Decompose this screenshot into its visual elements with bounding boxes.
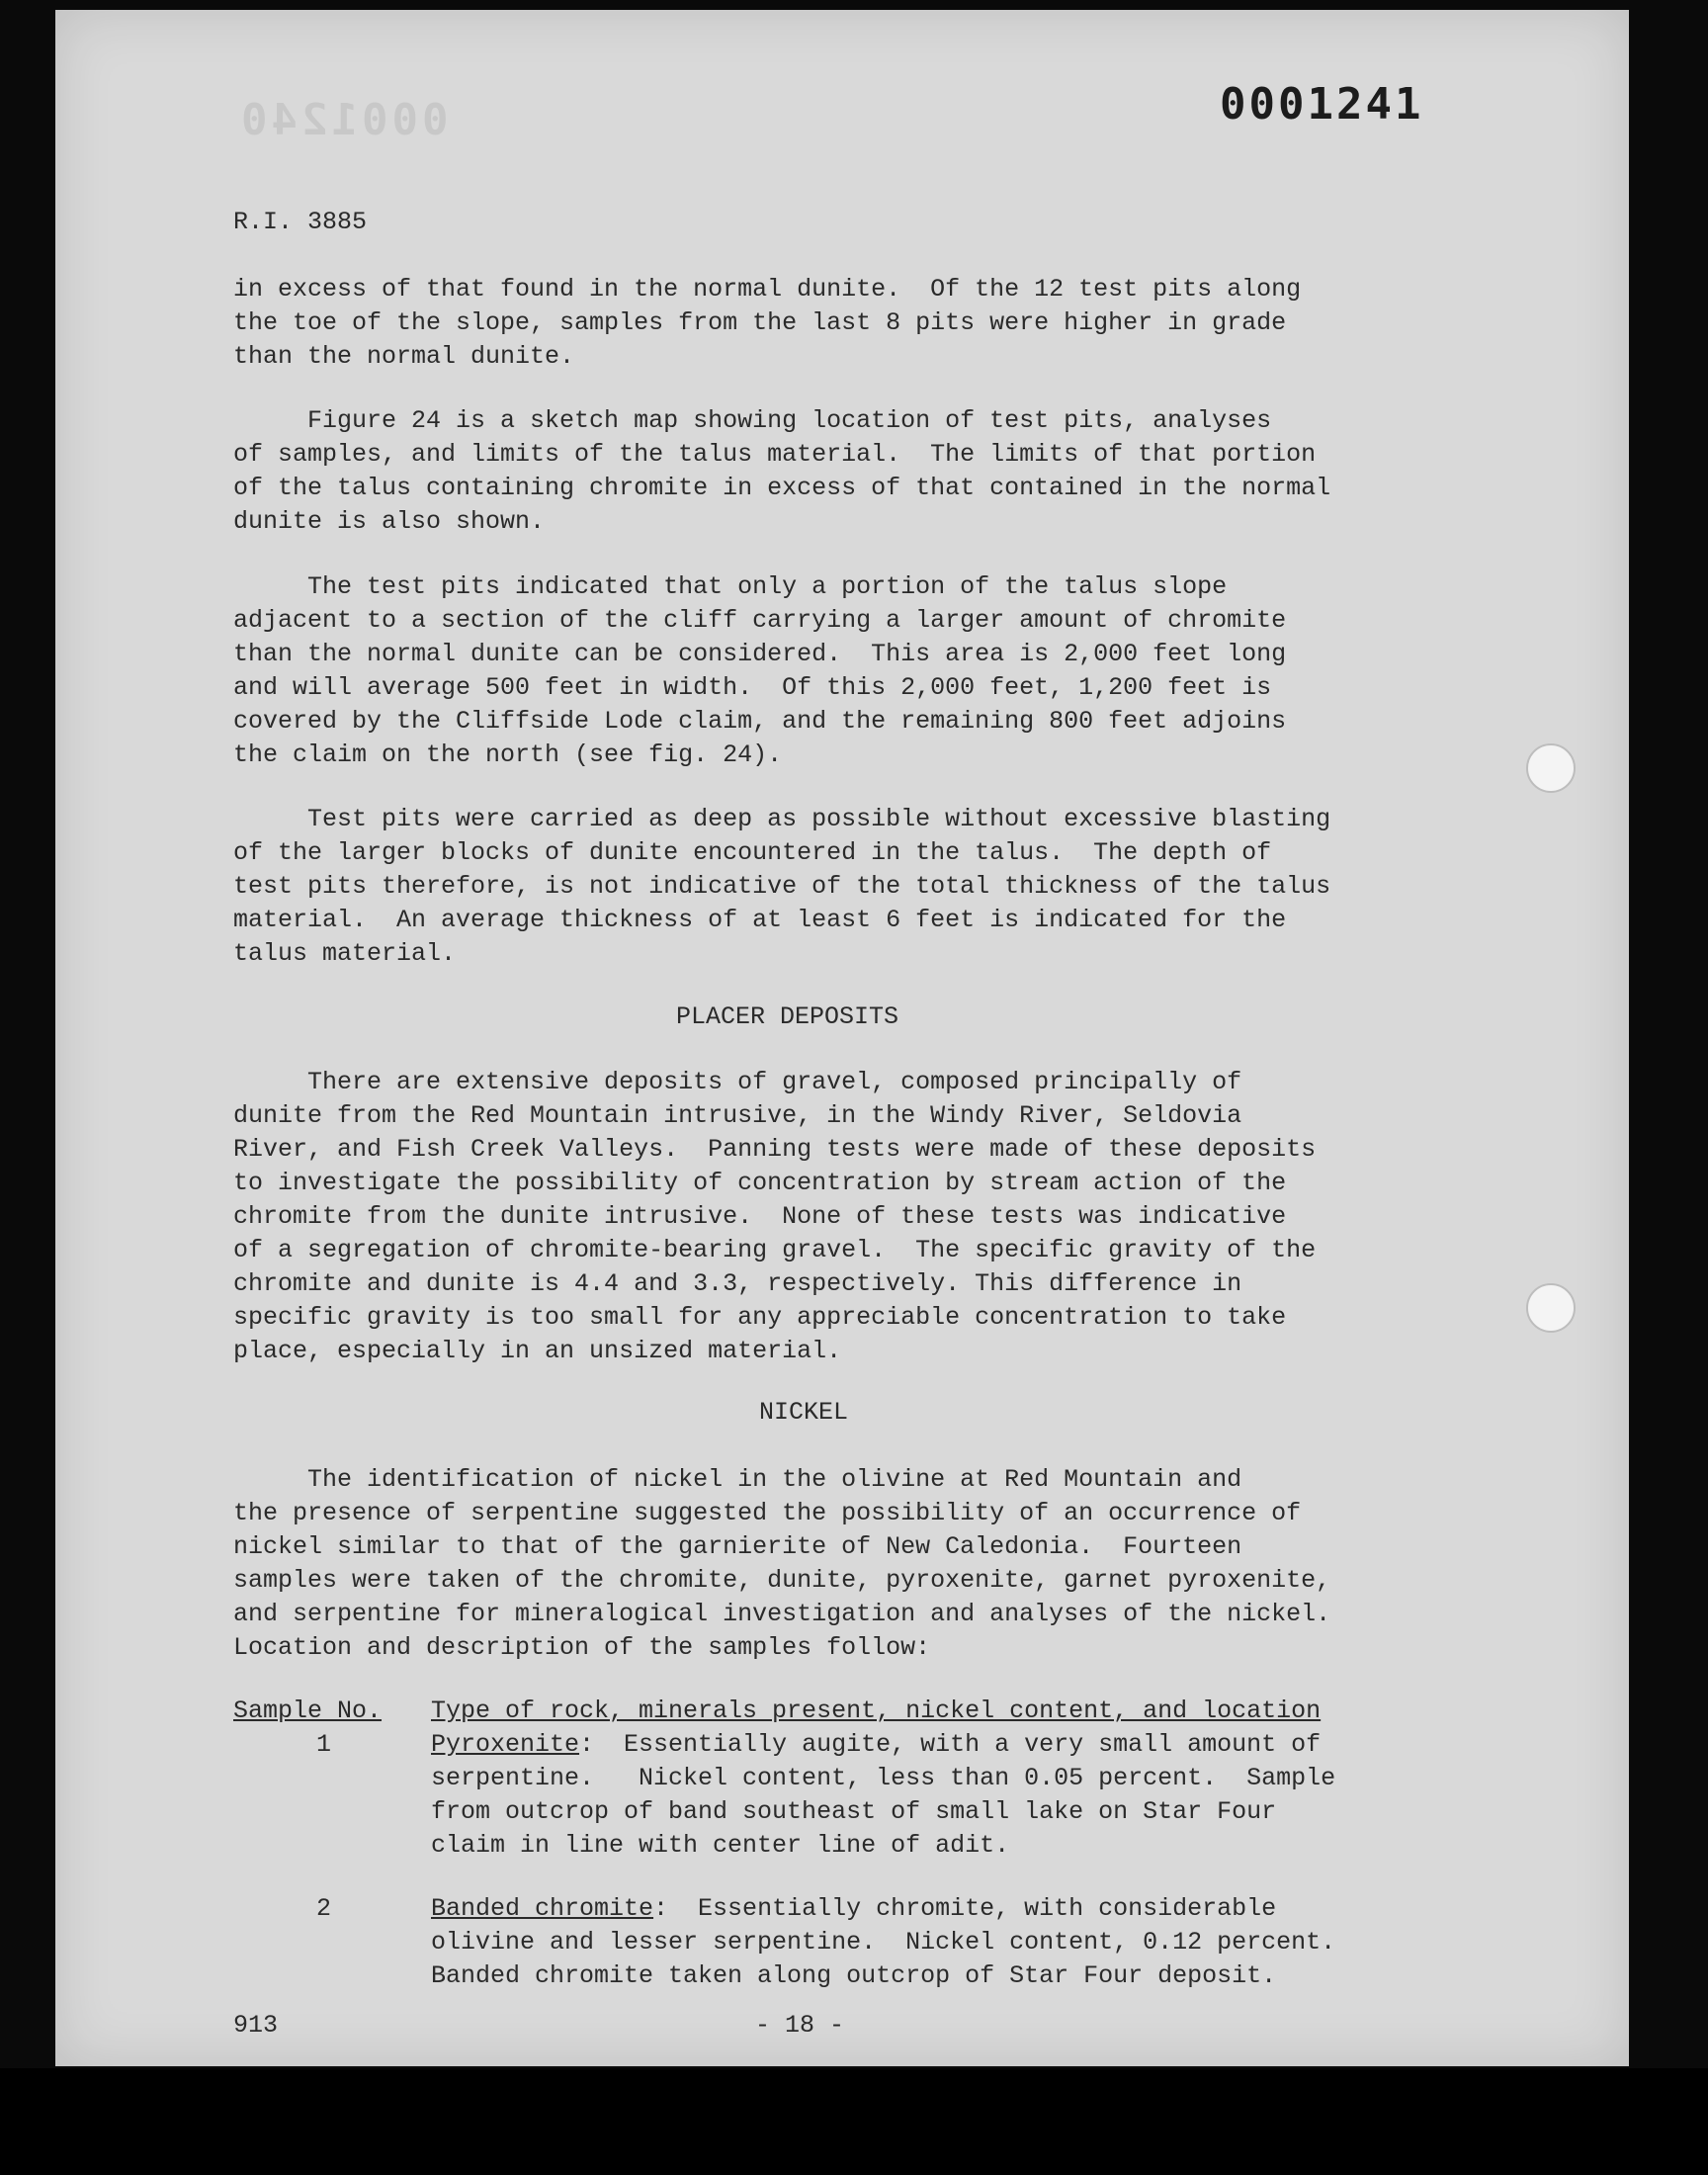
sample-rock-type: Banded chromite <box>431 1894 654 1923</box>
paragraph-figure-24: Figure 24 is a sketch map showing location of test pits, analyses of samples, and limits of the talus material. The limits of that portion of the talus containing chromite in excess of that contained in the normal dunite is also shown. <box>233 406 1331 536</box>
document-number: 0001241 <box>1220 79 1424 130</box>
sample-number: 2 <box>316 1894 332 1923</box>
bleed-through-number: 0001240 <box>237 95 449 145</box>
sample-description <box>431 1728 1335 1863</box>
punch-hole <box>1526 1283 1576 1333</box>
sample-number: 1 <box>316 1730 332 1759</box>
scanner-edge <box>0 2068 1708 2175</box>
sample-rock-type: Pyroxenite <box>431 1730 580 1759</box>
heading-nickel: NICKEL <box>759 1398 849 1427</box>
report-id: R.I. 3885 <box>233 208 368 236</box>
sample-details: : Essentially chromite, with considerable olivine and lesser serpentine. Nickel content, 0.12 percent. Banded chromite taken along outcrop of Star Four deposit. <box>431 1894 1336 1990</box>
table-header-type: Type of rock, minerals present, nickel content, and location <box>431 1696 1322 1725</box>
heading-placer-deposits: PLACER DEPOSITS <box>676 1002 899 1031</box>
paragraph-talus-grade: in excess of that found in the normal dunite. Of the 12 test pits along the toe of the slope, samples from the last 8 pits were higher in grade than the normal dunite. <box>233 275 1302 371</box>
punch-hole <box>1526 743 1576 793</box>
paragraph-test-pit-depth: Test pits were carried as deep as possible without excessive blasting of the larger blocks of dunite encountered in the talus. The depth of test pits therefore, is not indicative of the total thickness of the talus material. An average thickness of at least 6 feet is indicated for the talus material. <box>233 805 1331 968</box>
footer-code: 913 <box>233 2011 279 2040</box>
paragraph-test-pits-area: The test pits indicated that only a portion of the talus slope adjacent to a section of the cliff carrying a larger amount of chromite than the normal dunite can be considered. This area is 2,000 feet long and will average 500 feet in width. Of this 2,000 feet, 1,200 feet is covered by the Cliffside Lode claim, and the remaining 800 feet adjoins the claim on the north (see fig. 24). <box>233 572 1287 769</box>
paragraph-placer-deposits: There are extensive deposits of gravel, composed principally of dunite from the Red Mountain intrusive, in the Windy River, Seldovia River, and Fish Creek Valleys. Panning tests were made of these deposits to investigate the possibility of concentration by stream action of the chromite from the dunite intrusive. None of these tests was indicative of a segregation of chromite-bearing gravel. The specific gravity of the chromite and dunite is 4.4 and 3.3, respectively. This difference in specific gravity is too small for any appreciable concentration to take place, especially in an unsized material. <box>233 1068 1317 1365</box>
sample-description <box>431 1892 1335 1993</box>
paragraph-nickel: The identification of nickel in the olivine at Red Mountain and the presence of serpentine suggested the possibility of an occurrence of nickel similar to that of the garnierite of New Caledonia. Fourteen samples were taken of the chromite, dunite, pyroxenite, garnet pyroxenite, and serpentine for mineralogical investigation and analyses of the nickel. Location and description of the samples follow: <box>233 1465 1331 1662</box>
page-number: - 18 - <box>755 2011 845 2040</box>
table-header-sample-no: Sample No. <box>233 1696 383 1725</box>
sample-details: : Essentially augite, with a very small amount of serpentine. Nickel content, less than 0.05 percent. Sample from outcrop of band southeast of small lake on Star Four claim in line with center line of adit. <box>431 1730 1336 1860</box>
